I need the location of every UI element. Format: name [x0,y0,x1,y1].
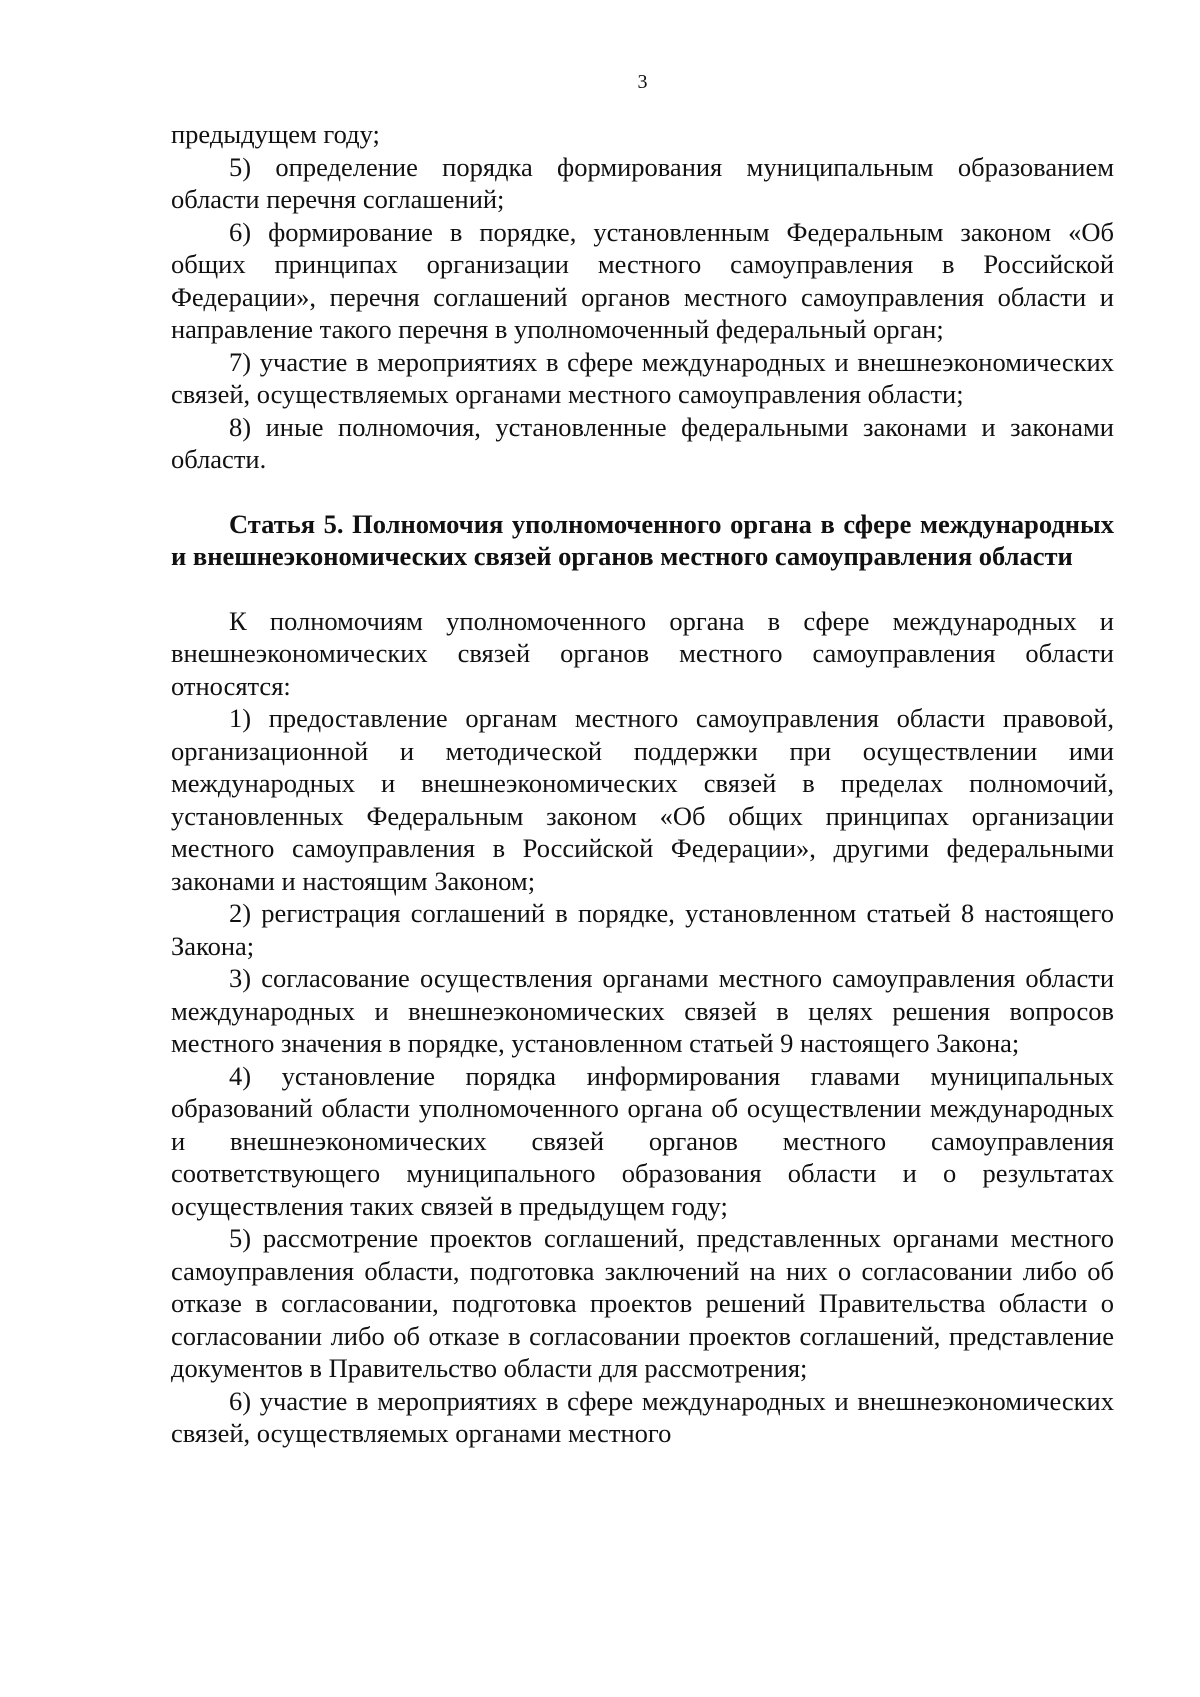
document-body [171,118,1114,1450]
article-item-4: 4) установление порядка информирования главами муниципальных образований области уполномоченного органа об осуществлении международных и внешнеэкономических связей органов местного самоуправления соответствующего муниципального образования области и о результатах осуществления таких связей в предыдущем году; [171,1060,1114,1221]
page-number: 3 [637,71,648,93]
list-item-8: 8) иные полномочия, установленные федеральными законами и законами области. [171,411,1114,474]
article-item-5: 5) рассмотрение проектов соглашений, представленных органами местного самоуправления области, подготовка заключений на них о согласовании либо об отказе в согласовании, подготовка проектов решений Правительства области о согласовании либо об отказе в согласовании проектов соглашений, представление документов в Правительство области для рассмотрения; [171,1223,1114,1383]
article-item-1: 1) предоставление органам местного самоуправления области правовой, организационной и методической поддержки при осуществлении ими международных и внешнеэкономических связей в пределах полномочий, установленных Федеральным законом «Об общих принципах организации местного самоуправления в Российской Федерации», другими федеральными законами и настоящим Законом; [171,703,1114,896]
paragraph-continuation: предыдущем году; [171,119,380,149]
list-item-7: 7) участие в мероприятиях в сфере международных и внешнеэкономических связей, осуществляемых органами местного самоуправления области; [171,346,1114,409]
article-heading: Статья 5. Полномочия уполномоченного органа в сфере международных и внешнеэкономических связей органов местного самоуправления области [171,508,1114,571]
article-item-2: 2) регистрация соглашений в порядке, установленном статьей 8 настоящего Закона; [171,898,1114,961]
article-intro: К полномочиям уполномоченного органа в сфере международных и внешнеэкономических связей органов местного самоуправления области относятся: [171,605,1114,701]
article-item-3: 3) согласование осуществления органами местного самоуправления области международных и внешнеэкономических связей в целях решения вопросов местного значения в порядке, установленном статьей 9 настоящего Закона; [171,963,1114,1058]
list-item-5: 5) определение порядка формирования муниципальным образованием области перечня соглашений; [171,151,1114,214]
article-item-6: 6) участие в мероприятиях в сфере международных и внешнеэкономических связей, осуществляемых органами местного [171,1385,1114,1448]
list-item-6: 6) формирование в порядке, установленным Федеральным законом «Об общих принципах организации местного самоуправления в Российской Федерации», перечня соглашений органов местного самоуправления области и направление такого перечня в уполномоченный федеральный орган; [171,216,1114,344]
